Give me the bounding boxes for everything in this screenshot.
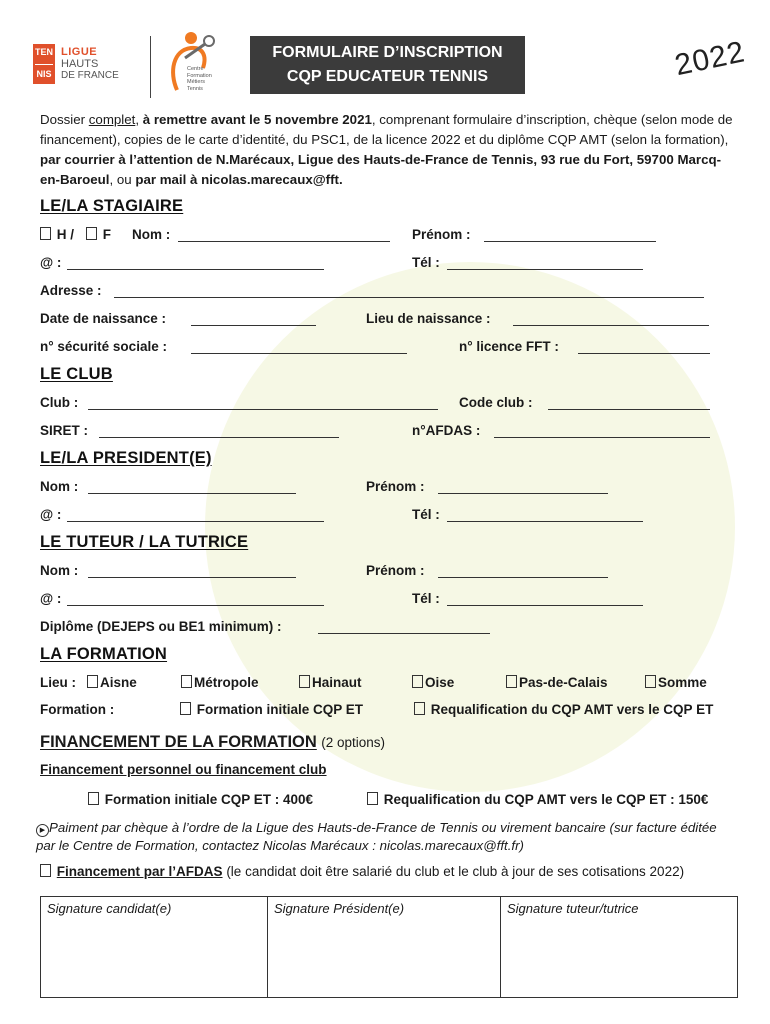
section-president: LE/LA PRESIDENT(E) <box>40 449 212 467</box>
stagiaire-adresse-field[interactable] <box>114 297 704 298</box>
lieu-oise-label: Oise <box>425 675 455 690</box>
fin-option-requalification <box>367 792 708 807</box>
lieu-option-metropole <box>181 675 259 690</box>
title-line2: CQP EDUCATEUR TENNIS <box>286 68 489 85</box>
checkbox-hainaut[interactable] <box>299 675 310 688</box>
title-line1: FORMULAIRE D’INSCRIPTION <box>272 44 503 61</box>
stagiaire-dob-field[interactable] <box>191 325 316 326</box>
checkbox-afdas[interactable] <box>40 864 51 877</box>
lieu-label: Lieu : <box>40 675 76 690</box>
intro-courrier: par courrier à l’attention de N.Marécaux, Ligue des Hauts-de-France de Tennis, 93 rue du Fort, 59700 Marcq-en-Baroeul <box>40 152 722 187</box>
tuteur-email-field[interactable] <box>67 605 324 606</box>
president-email-field[interactable] <box>67 521 324 522</box>
stagiaire-secu-label: n° sécurité sociale : <box>40 339 167 354</box>
financement-subtitle: (2 options) <box>321 735 386 750</box>
intro-complet: complet <box>88 112 136 127</box>
lieu-option-somme <box>645 675 707 690</box>
president-tel-field[interactable] <box>447 521 643 522</box>
year-label: 2022 <box>672 35 749 83</box>
stagiaire-email-field[interactable] <box>67 269 324 270</box>
club-field[interactable] <box>88 409 438 410</box>
ligue-badge-divider <box>35 64 53 65</box>
stagiaire-nom-field[interactable] <box>178 241 390 242</box>
stagiaire-lieu-field[interactable] <box>513 325 709 326</box>
intro-t3: , <box>135 112 143 127</box>
cfmt-line: Formation <box>187 72 212 79</box>
formation-option-requalification <box>414 702 713 717</box>
siret-label: SIRET : <box>40 423 89 438</box>
stagiaire-prenom-field[interactable] <box>484 241 656 242</box>
intro-mail: par mail à nicolas.marecaux@fft. <box>135 172 343 187</box>
tuteur-nom-label: Nom : <box>40 563 79 578</box>
stagiaire-licence-label: n° licence FFT : <box>459 339 559 354</box>
code-club-field[interactable] <box>548 409 710 410</box>
tuteur-prenom-label: Prénom : <box>366 563 425 578</box>
cfmt-text <box>187 66 212 92</box>
fin-requalification-label: Requalification du CQP AMT vers le CQP ET : 150€ <box>383 792 709 807</box>
financement-perso-title: Financement personnel ou financement club <box>40 762 327 777</box>
lieu-option-pas-de-calais <box>506 675 608 690</box>
stagiaire-tel-field[interactable] <box>447 269 643 270</box>
section-financement: FINANCEMENT DE LA FORMATION <box>40 733 317 751</box>
title-block <box>250 36 525 94</box>
lieu-hainaut-label: Hainaut <box>312 675 362 690</box>
tuteur-email-label: @ : <box>40 591 62 606</box>
afdas-note: (le candidat doit être salarié du club et le club à jour de ses cotisations 2022) <box>226 864 685 879</box>
lieu-aisne-label: Aisne <box>100 675 137 690</box>
checkbox-oise[interactable] <box>412 675 423 688</box>
formation-label: Formation : <box>40 702 115 717</box>
tuteur-diplome-label: Diplôme (DEJEPS ou BE1 minimum) : <box>40 619 282 634</box>
checkbox-metropole[interactable] <box>181 675 192 688</box>
cfmt-line: Centre <box>187 66 204 72</box>
requalification-label: Requalification du CQP AMT vers le CQP ET <box>430 702 714 717</box>
tuteur-tel-field[interactable] <box>447 605 643 606</box>
signature-president-cell[interactable] <box>267 896 501 998</box>
cfmt-line: Tennis <box>187 85 203 92</box>
logo-separator <box>150 36 151 98</box>
checkbox-aisne[interactable] <box>87 675 98 688</box>
checkbox-fin-requalification[interactable] <box>367 792 378 805</box>
signature-president-label: Signature Président(e) <box>274 901 405 916</box>
tuteur-prenom-field[interactable] <box>438 577 608 578</box>
afdas-label: n°AFDAS : <box>412 423 481 438</box>
intro-deadline: à remettre avant le 5 novembre 2021 <box>142 112 372 127</box>
fin-option-initiale <box>88 792 313 807</box>
cfmt-logo <box>163 28 223 100</box>
lieu-pas-de-calais-label: Pas-de-Calais <box>519 675 608 690</box>
code-club-label: Code club : <box>459 395 533 410</box>
stagiaire-adresse-label: Adresse : <box>40 283 102 298</box>
ligue-badge-top: TEN <box>35 47 53 57</box>
president-prenom-field[interactable] <box>438 493 608 494</box>
section-club: LE CLUB <box>40 365 113 383</box>
tuteur-tel-label: Tél : <box>412 591 440 606</box>
formation-option-initiale <box>180 702 363 717</box>
checkbox-somme[interactable] <box>645 675 656 688</box>
stagiaire-secu-field[interactable] <box>191 353 407 354</box>
stagiaire-nom-label: Nom : <box>132 227 171 242</box>
section-formation: LA FORMATION <box>40 645 168 663</box>
financement-header <box>40 733 385 752</box>
stagiaire-email-label: @ : <box>40 255 62 270</box>
ligue-badge <box>33 44 55 84</box>
gender-f <box>86 227 111 242</box>
formation-initiale-label: Formation initiale CQP ET <box>196 702 364 717</box>
checkbox-formation-initiale[interactable] <box>180 702 191 715</box>
president-nom-label: Nom : <box>40 479 79 494</box>
president-prenom-label: Prénom : <box>366 479 425 494</box>
club-label: Club : <box>40 395 79 410</box>
signature-tuteur-label: Signature tuteur/tutrice <box>507 901 639 916</box>
checkbox-f[interactable] <box>86 227 97 240</box>
intro-paragraph <box>40 110 740 190</box>
lieu-metropole-label: Métropole <box>194 675 259 690</box>
paiement-note <box>36 819 736 855</box>
intro-t7: , ou <box>109 172 136 187</box>
cfmt-line: Métiers <box>187 79 206 85</box>
afdas-option <box>40 864 684 879</box>
president-email-label: @ : <box>40 507 62 522</box>
arrow-circle-icon: ▶ <box>36 824 49 837</box>
president-nom-field[interactable] <box>88 493 296 494</box>
fin-initiale-label: Formation initiale CQP ET : 400€ <box>104 792 314 807</box>
stagiaire-licence-field[interactable] <box>578 353 710 354</box>
lieu-option-oise <box>412 675 454 690</box>
tuteur-diplome-field[interactable] <box>318 633 490 634</box>
section-tuteur: LE TUTEUR / LA TUTRICE <box>40 533 249 551</box>
signature-candidat-label: Signature candidat(e) <box>47 901 172 916</box>
afdas-field[interactable] <box>494 437 710 438</box>
intro-t5: , comprenant formulaire d’inscription, chèque (selon mode de financement), copies de le carte d’identité, du PSC1, de la licence 2022 et du diplôme CQP AMT (selon la formation), <box>40 112 733 147</box>
ligue-line2: HAUTS <box>61 58 99 70</box>
ligue-badge-bottom: NIS <box>36 69 52 79</box>
lieu-option-hainaut <box>299 675 362 690</box>
ligue-line3: DE FRANCE <box>61 70 119 81</box>
stagiaire-prenom-label: Prénom : <box>412 227 471 242</box>
lieu-somme-label: Somme <box>658 675 707 690</box>
checkbox-pas-de-calais[interactable] <box>506 675 517 688</box>
gender-h <box>40 227 74 242</box>
tuteur-nom-field[interactable] <box>88 577 296 578</box>
ligue-logo <box>33 44 143 86</box>
ligue-line1: LIGUE <box>61 46 98 58</box>
intro-t1: Dossier <box>40 112 89 127</box>
paiement-text: Paiment par chèque à l’ordre de la Ligue des Hauts-de-France de Tennis ou virement bancaire (sur facture éditée par le Centre de Formation, contactez Nicolas Marécaux : nicolas.marecaux@fft.fr) <box>36 820 717 853</box>
president-tel-label: Tél : <box>412 507 440 522</box>
siret-field[interactable] <box>99 437 339 438</box>
stagiaire-dob-label: Date de naissance : <box>40 311 167 326</box>
checkbox-requalification[interactable] <box>414 702 425 715</box>
gender-f-label: F <box>102 227 112 242</box>
stagiaire-tel-label: Tél : <box>412 255 440 270</box>
gender-h-label: H / <box>56 227 75 242</box>
checkbox-fin-initiale[interactable] <box>88 792 99 805</box>
checkbox-h[interactable] <box>40 227 51 240</box>
signature-tuteur-cell[interactable] <box>500 896 738 998</box>
stagiaire-lieu-label: Lieu de naissance : <box>366 311 491 326</box>
signature-candidat-cell[interactable] <box>40 896 268 998</box>
lieu-option-aisne <box>87 675 137 690</box>
section-stagiaire: LE/LA STAGIAIRE <box>40 197 184 215</box>
afdas-title: Financement par l’AFDAS <box>56 864 223 879</box>
